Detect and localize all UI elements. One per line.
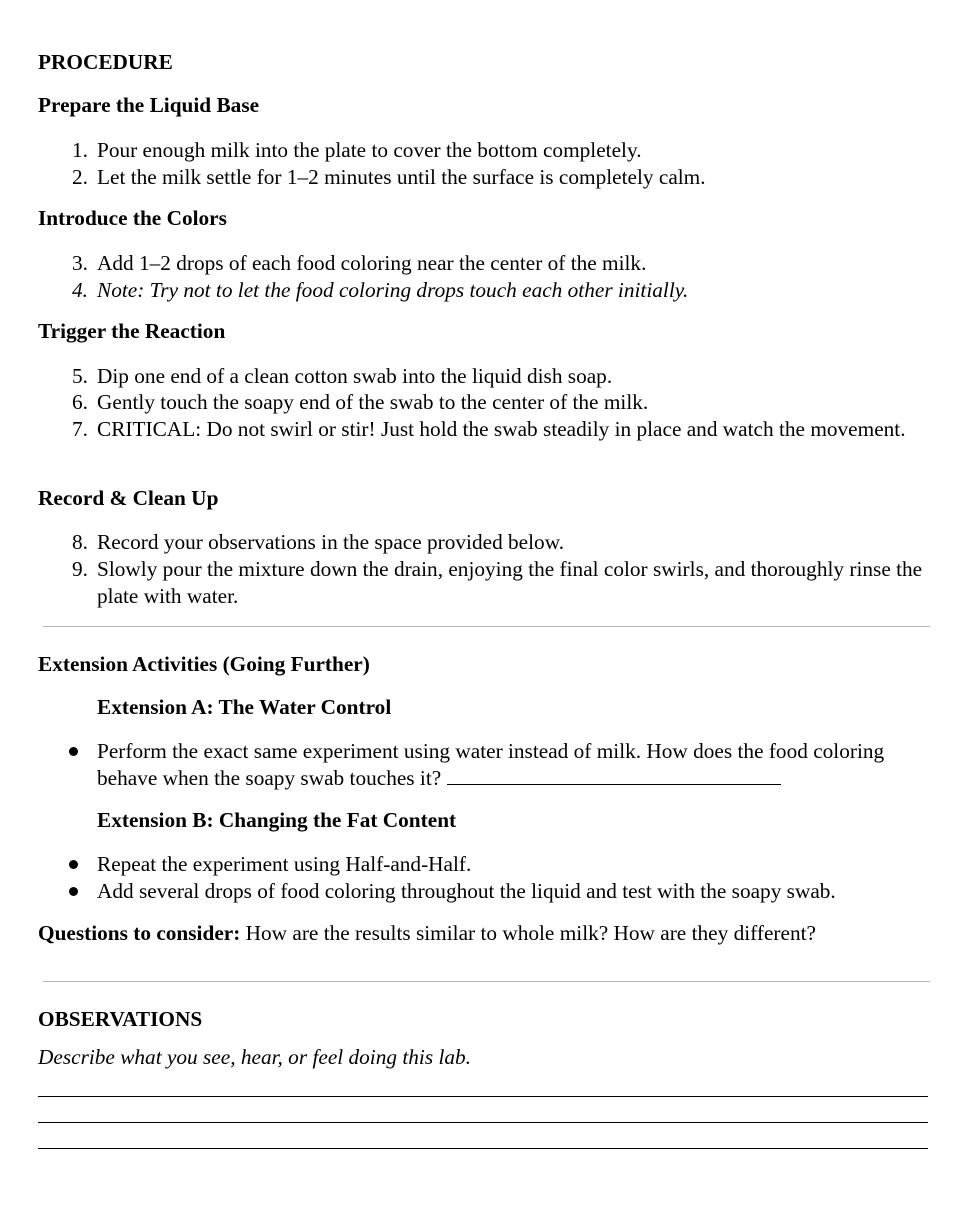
step-note-text: Note: Try not to let the food coloring drops touch each other initially.: [97, 278, 689, 302]
step-text: Dip one end of a clean cotton swab into the liquid dish soap.: [97, 364, 613, 388]
extension-title: Extension Activities (Going Further): [38, 652, 370, 676]
step-number: 1.: [72, 138, 88, 162]
step-text: Gently touch the soapy end of the swab to the center of the milk.: [97, 390, 649, 414]
section-heading-prepare: Prepare the Liquid Base: [38, 93, 260, 117]
bullet-icon: [69, 747, 78, 756]
observation-line[interactable]: [38, 1122, 928, 1123]
section-divider: [43, 626, 930, 627]
procedure-title: PROCEDURE: [38, 50, 173, 74]
section-divider: [43, 981, 930, 982]
questions-label: Questions to consider:: [38, 921, 241, 945]
questions-text: How are the results similar to whole milk? How are they different?: [240, 921, 816, 945]
extension-a-bullet-text: Perform the exact same experiment using water instead of milk. How does the food coloring behave when the soapy swab touches it?: [97, 739, 885, 790]
step-text: Add 1–2 drops of each food coloring near the center of the milk.: [97, 251, 647, 275]
step-text: Pour enough milk into the plate to cover the bottom completely.: [97, 138, 642, 162]
observations-title: OBSERVATIONS: [38, 1007, 203, 1031]
step-text: Record your observations in the space provided below.: [97, 530, 565, 554]
step-number: 9.: [72, 557, 88, 581]
extension-a-heading: Extension A: The Water Control: [97, 695, 392, 719]
section-heading-reaction: Trigger the Reaction: [38, 319, 226, 343]
step-number: 8.: [72, 530, 88, 554]
step-number: 2.: [72, 165, 88, 189]
section-heading-record: Record & Clean Up: [38, 486, 219, 510]
step-number: 4.: [72, 278, 88, 302]
extension-b-bullet-text: Repeat the experiment using Half-and-Half.: [97, 852, 472, 876]
step-text: Slowly pour the mixture down the drain, enjoying the final color swirls, and thoroughly rinse the plate with water.: [97, 557, 923, 608]
questions-to-consider: [38, 921, 816, 946]
observations-prompt: Describe what you see, hear, or feel doing this lab.: [38, 1045, 471, 1069]
observation-line[interactable]: [38, 1148, 928, 1149]
extension-b-heading: Extension B: Changing the Fat Content: [97, 808, 457, 832]
step-number: 6.: [72, 390, 88, 414]
step-text: CRITICAL: Do not swirl or stir! Just hold the swab steadily in place and watch the movement.: [97, 417, 906, 441]
answer-blank[interactable]: [447, 766, 781, 785]
bullet-content: [97, 738, 927, 791]
bullet-icon: [69, 860, 78, 869]
bullet-icon: [69, 887, 78, 896]
extension-b-bullet-text: Add several drops of food coloring throughout the liquid and test with the soapy swab.: [97, 879, 836, 903]
section-heading-colors: Introduce the Colors: [38, 206, 227, 230]
observation-line[interactable]: [38, 1096, 928, 1097]
step-number: 5.: [72, 364, 88, 388]
step-number: 3.: [72, 251, 88, 275]
step-text: Let the milk settle for 1–2 minutes until the surface is completely calm.: [97, 165, 706, 189]
step-number: 7.: [72, 417, 88, 441]
